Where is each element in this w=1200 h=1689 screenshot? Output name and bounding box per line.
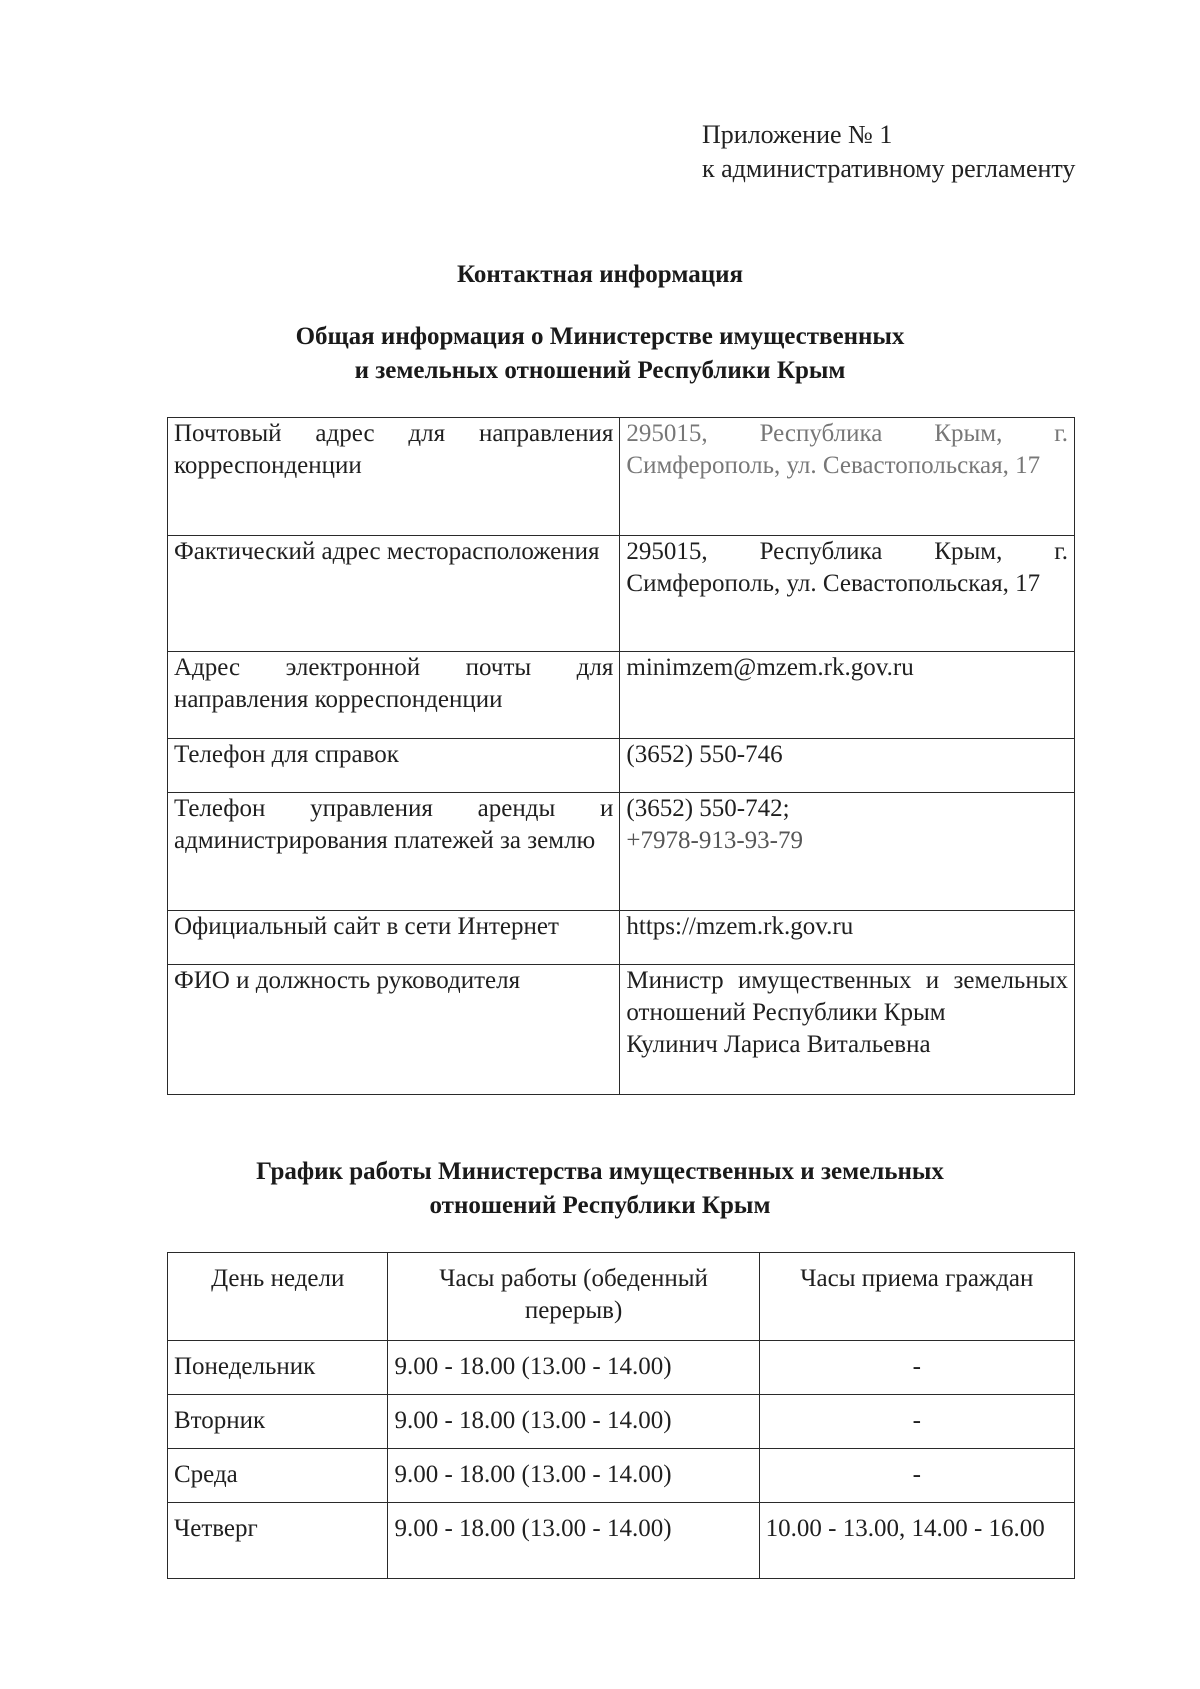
appendix-line-2: к административному регламенту <box>702 154 1076 183</box>
schedule-table <box>167 1252 1075 1579</box>
head-name: Кулинич Лариса Витальевна <box>626 1031 931 1058</box>
contact-info-table <box>167 417 1075 1095</box>
schedule-title-line-1: График работы Министерства имущественных и земельных <box>256 1158 944 1185</box>
schedule-title-line-2: отношений Республики Крым <box>429 1192 771 1219</box>
contact-label-postal-address: Почтовый адрес для направления корреспонденции <box>168 418 620 536</box>
contact-value-email: minimzem@mzem.rk.gov.ru <box>620 652 1075 739</box>
table-row <box>168 652 1075 739</box>
table-row <box>168 1341 1075 1395</box>
schedule-day: Среда <box>168 1449 388 1503</box>
lease-phone-line-2: +7978-913-93-79 <box>626 827 803 854</box>
schedule-hours: 9.00 - 18.00 (13.00 - 14.00) <box>388 1449 759 1503</box>
column-header-day: День недели <box>168 1253 388 1341</box>
section-title-general-info <box>0 320 1200 388</box>
schedule-hours: 9.00 - 18.00 (13.00 - 14.00) <box>388 1503 759 1579</box>
contact-value-website: https://mzem.rk.gov.ru <box>620 911 1075 965</box>
column-header-reception: Часы приема граждан <box>759 1253 1074 1341</box>
table-row <box>168 965 1075 1095</box>
contact-label-phone: Телефон для справок <box>168 739 620 793</box>
table-row <box>168 536 1075 652</box>
page-title <box>0 258 1200 292</box>
appendix-note <box>702 118 1075 186</box>
contact-label-email: Адрес электронной почты для направления корреспонденции <box>168 652 620 739</box>
section-title-schedule <box>0 1155 1200 1223</box>
table-row <box>168 1503 1075 1579</box>
schedule-day: Вторник <box>168 1395 388 1449</box>
schedule-reception: - <box>759 1449 1074 1503</box>
schedule-hours: 9.00 - 18.00 (13.00 - 14.00) <box>388 1395 759 1449</box>
contact-label-lease-phone: Телефон управления аренды и администрирования платежей за землю <box>168 793 620 911</box>
table-row <box>168 1395 1075 1449</box>
section-title-line-1: Общая информация о Министерстве имущественных <box>295 323 905 350</box>
lease-phone-line-1: (3652) 550-742; <box>626 795 790 822</box>
contact-value-lease-phone <box>620 793 1075 911</box>
section-title-line-2: и земельных отношений Республики Крым <box>354 357 846 384</box>
contact-value-head <box>620 965 1075 1095</box>
contact-label-actual-address: Фактический адрес месторасположения <box>168 536 620 652</box>
schedule-reception: - <box>759 1395 1074 1449</box>
table-row <box>168 911 1075 965</box>
contact-value-actual-address: 295015, Республика Крым, г. Симферополь, ул. Севастопольская, 17 <box>620 536 1075 652</box>
table-header-row <box>168 1253 1075 1341</box>
schedule-day: Четверг <box>168 1503 388 1579</box>
table-row <box>168 793 1075 911</box>
contact-label-website: Официальный сайт в сети Интернет <box>168 911 620 965</box>
contact-value-phone: (3652) 550-746 <box>620 739 1075 793</box>
schedule-reception: - <box>759 1341 1074 1395</box>
table-row <box>168 1449 1075 1503</box>
contact-value-postal-address: 295015, Республика Крым, г. Симферополь, ул. Севастопольская, 17 <box>620 418 1075 536</box>
appendix-line-1: Приложение № 1 <box>702 120 893 149</box>
page-title-text: Контактная информация <box>456 261 744 288</box>
head-position: Министр имущественных и земельных отношений Республики Крым <box>626 967 1068 1026</box>
schedule-hours: 9.00 - 18.00 (13.00 - 14.00) <box>388 1341 759 1395</box>
contact-label-head: ФИО и должность руководителя <box>168 965 620 1095</box>
column-header-hours: Часы работы (обеденный перерыв) <box>388 1253 759 1341</box>
schedule-reception: 10.00 - 13.00, 14.00 - 16.00 <box>759 1503 1074 1579</box>
schedule-day: Понедельник <box>168 1341 388 1395</box>
table-row <box>168 739 1075 793</box>
table-row <box>168 418 1075 536</box>
